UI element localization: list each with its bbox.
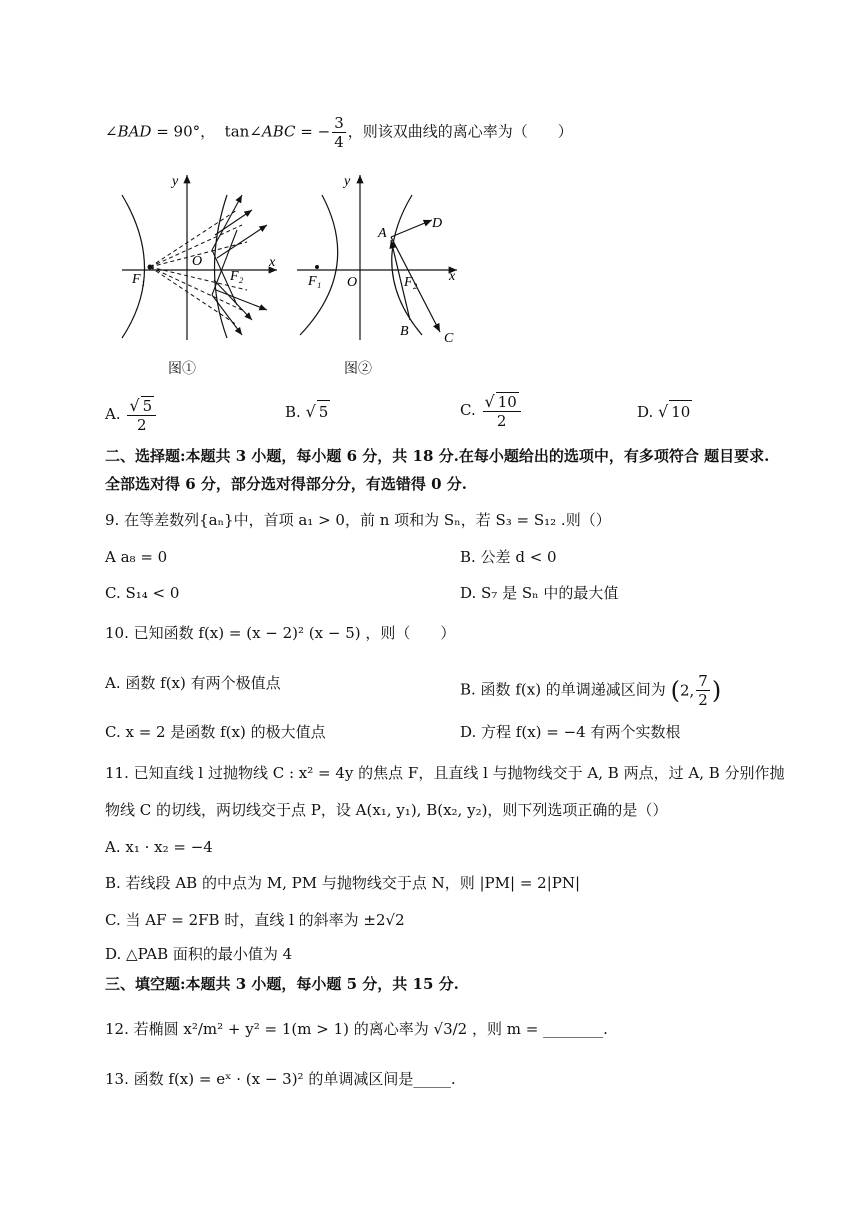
fig1-f2-label: F₂ xyxy=(230,269,244,284)
fig2-y-label: y xyxy=(344,174,351,189)
section2-line2: 全部选对得 6 分，部分选对得部分分，有选错得 0 分. xyxy=(105,475,467,493)
fig2-c-label: C xyxy=(444,331,454,346)
q9-option-c: C. S₁₄ < 0 xyxy=(105,584,180,602)
fig2-b-label: B xyxy=(400,324,409,339)
q9-option-d: D. S₇ 是 Sₙ 中的最大值 xyxy=(460,584,619,602)
fig2-f1-label: F₁ xyxy=(308,274,322,289)
fig1-f1-label: F₁ xyxy=(132,272,146,287)
fig1-caption: 图① xyxy=(168,361,196,377)
q11-stem-line1: 11. 已知直线 l 过抛物线 C : x² = 4y 的焦点 F，且直线 l 与抛物线交于 A, B 两点，过 A, B 分别作抛 xyxy=(105,764,785,782)
q9-stem: 9. 在等差数列{aₙ}中，首项 a₁ > 0，前 n 项和为 Sₙ，若 S₃ = S₁₂ .则（） xyxy=(105,511,611,529)
q10-stem: 10. 已知函数 f(x) = (x − 2)² (x − 5) ，则（ ） xyxy=(105,624,456,642)
fig2-x-label: x xyxy=(449,269,456,284)
q8-option-d: D. √ 10 xyxy=(637,402,691,421)
figure-2 xyxy=(292,170,467,350)
q10-option-a: A. 函数 f(x) 有两个极值点 xyxy=(105,674,281,692)
q8-option-b: B. √ 5 xyxy=(285,402,329,421)
q10-option-c: C. x = 2 是函数 f(x) 的极大值点 xyxy=(105,723,326,741)
fig1-y-label: y xyxy=(172,174,179,189)
q8-option-c: C. $\frac{√ 10}{2}$ xyxy=(460,392,523,430)
q11-option-b: B. 若线段 AB 的中点为 M, PM 与抛物线交于点 N，则 |PM| = 2|PN| xyxy=(105,874,581,892)
q13-question: 13. 函数 f(x) = eˣ · (x − 3)² 的单调减区间是_____. xyxy=(105,1070,456,1088)
section2-line1: 二、选择题:本题共 3 小题，每小题 6 分，共 18 分.在每小题给出的选项中，有多项符合 题目要求. xyxy=(105,447,770,465)
q10-option-b: B. 函数 f(x) 的单调递减区间为 (2, $\frac{7}{2}$ ) xyxy=(460,672,722,709)
fig1-o-label: O xyxy=(192,254,203,269)
fig2-caption: 图② xyxy=(344,361,372,377)
fig2-a-label: A xyxy=(378,226,387,241)
q9-option-a: A a₈ = 0 xyxy=(105,548,168,566)
q8-stem-tail: ∠BAD = 90°， tan∠ABC = − $\frac{3}{4}$ ，则该双曲线的离心率为（ ） xyxy=(105,114,573,151)
section3-heading: 三、填空题:本题共 3 小题，每小题 5 分，共 15 分. xyxy=(105,975,459,993)
q11-option-c: C. 当 AF = 2FB 时，直线 l 的斜率为 ±2√2 xyxy=(105,911,405,929)
q8-option-a: A. $\frac{√ 5}{2}$ xyxy=(105,396,158,434)
q11-option-a: A. x₁ · x₂ = −4 xyxy=(105,838,213,856)
fig2-d-label: D xyxy=(432,216,443,231)
q12-question: 12. 若椭圆 x²/m² + y² = 1(m > 1) 的离心率为 √3/2 ，则 m = ________. xyxy=(105,1020,608,1038)
q9-option-b: B. 公差 d < 0 xyxy=(460,548,557,566)
q11-option-d: D. △PAB 面积的最小值为 4 xyxy=(105,945,293,963)
q10-option-d: D. 方程 f(x) = −4 有两个实数根 xyxy=(460,723,681,741)
q11-stem-line2: 物线 C 的切线，两切线交于点 P，设 A(x₁, y₁), B(x₂, y₂)，则下列选项正确的是（） xyxy=(105,801,668,819)
fig2-f2-label: F₂ xyxy=(404,275,418,290)
fig1-x-label: x xyxy=(269,255,276,270)
figure-1 xyxy=(112,170,282,345)
fig2-o-label: O xyxy=(347,275,358,290)
